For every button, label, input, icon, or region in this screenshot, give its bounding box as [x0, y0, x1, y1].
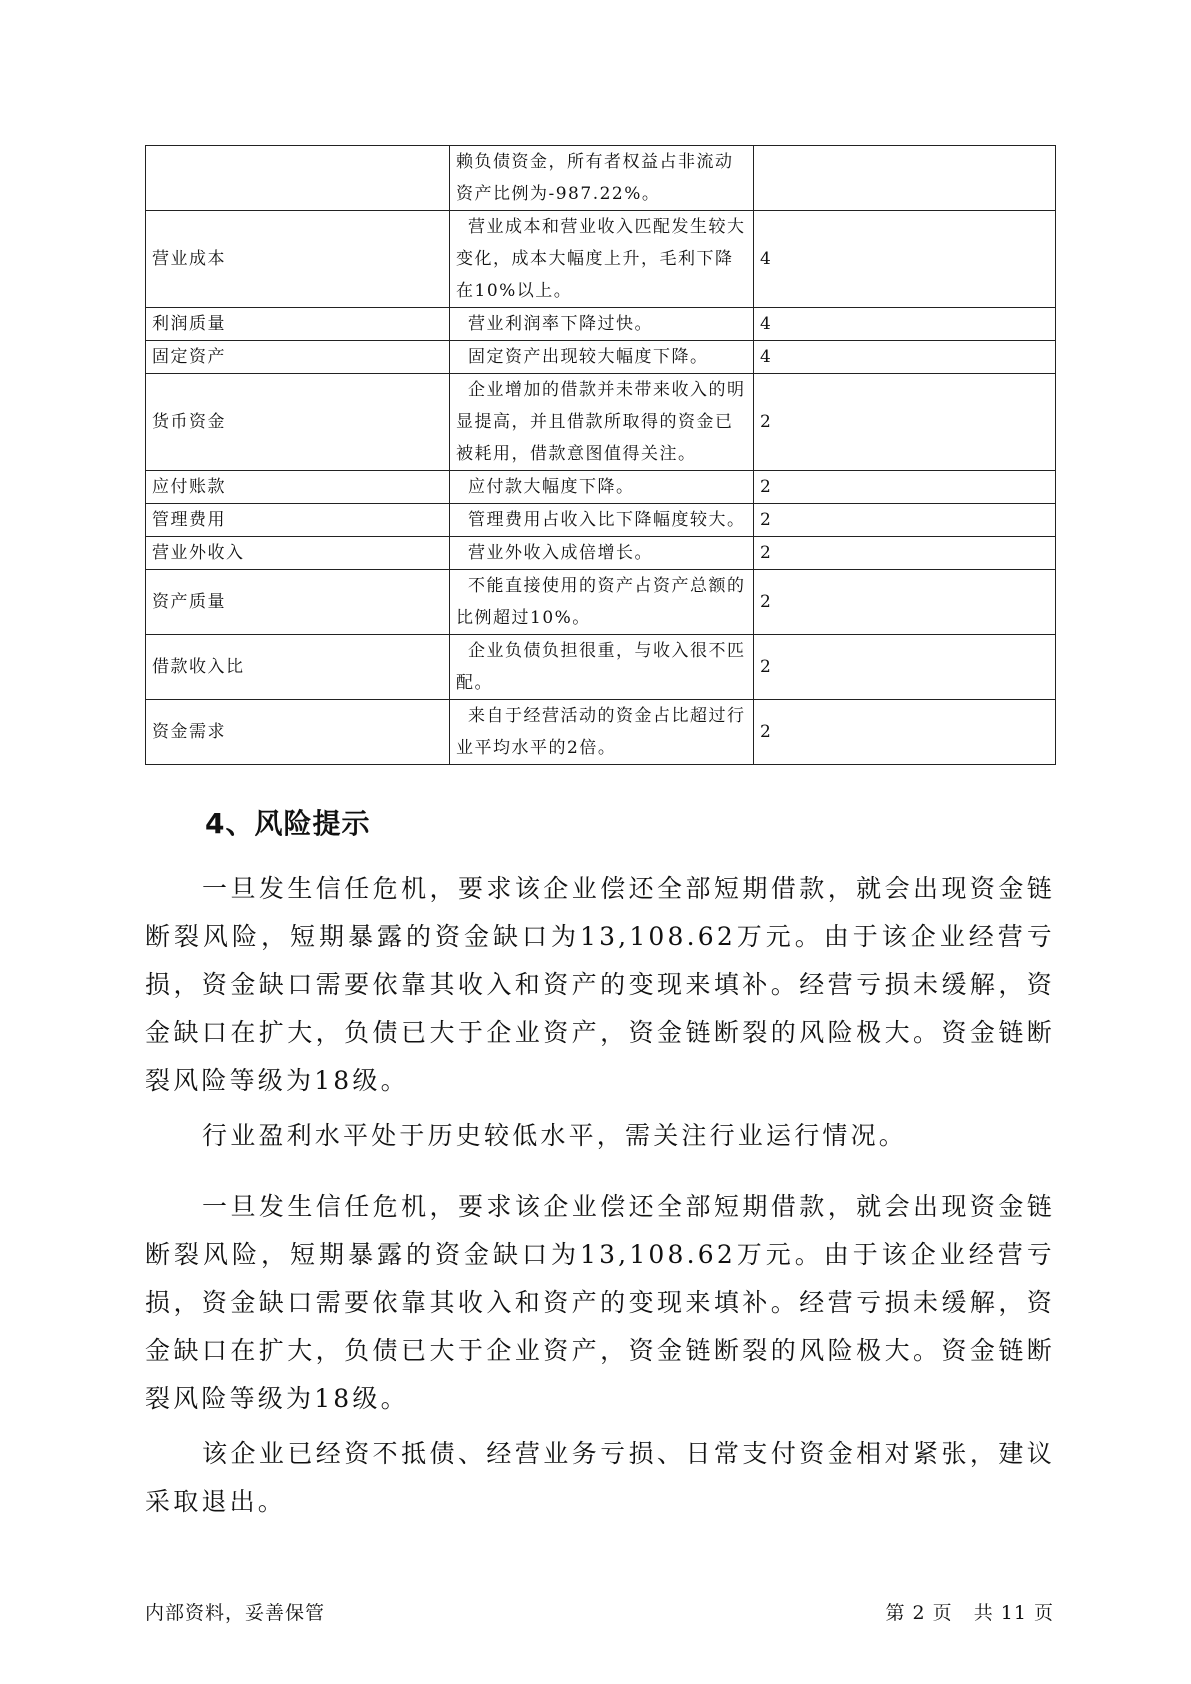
indicator-score: 4	[754, 211, 1056, 308]
indicator-score: 2	[754, 471, 1056, 504]
indicator-description: 不能直接使用的资产占资产总额的比例超过10%。	[450, 570, 754, 635]
indicator-score: 4	[754, 341, 1056, 374]
indicator-description: 来自于经营活动的资金占比超过行业平均水平的2倍。	[450, 700, 754, 765]
indicator-item: 管理费用	[146, 504, 450, 537]
indicator-description: 应付款大幅度下降。	[450, 471, 754, 504]
footer-confidential-note: 内部资料，妥善保管	[145, 1602, 326, 1624]
indicator-score: 2	[754, 504, 1056, 537]
indicator-description: 赖负债资金，所有者权益占非流动资产比例为-987.22%。	[450, 146, 754, 211]
footer-page-number: 第 2 页 共 11 页	[885, 1602, 1054, 1624]
table-row	[146, 700, 1056, 765]
indicator-description: 企业负债负担很重，与收入很不匹配。	[450, 635, 754, 700]
indicator-score: 2	[754, 374, 1056, 471]
paragraph-industry-profit: 行业盈利水平处于历史较低水平，需关注行业运行情况。	[202, 1121, 908, 1150]
indicator-description: 管理费用占收入比下降幅度较大。	[450, 504, 754, 537]
indicator-description: 营业利润率下降过快。	[450, 308, 754, 341]
risk-indicator-table	[145, 145, 1056, 765]
table-row	[146, 635, 1056, 700]
indicator-description: 营业外收入成倍增长。	[450, 537, 754, 570]
indicator-score: 2	[754, 635, 1056, 700]
table-row	[146, 146, 1056, 211]
indicator-item: 应付账款	[146, 471, 450, 504]
section-heading: 4、风险提示	[205, 807, 371, 840]
paragraph-recommendation: 该企业已经资不抵债、经营业务亏损、日常支付资金相对紧张，建议采取退出。	[145, 1439, 1055, 1516]
paragraph-liquidity-risk: 一旦发生信任危机，要求该企业偿还全部短期借款，就会出现资金链断裂风险，短期暴露的资金缺口为13,108.62万元。由于该企业经营亏损，资金缺口需要依靠其收入和资产的变现来填补。经营亏损未缓解，资金缺口在扩大，负债已大于企业资产，资金链断裂的风险极大。资金链断裂风险等级为18级。	[145, 874, 1055, 1095]
table-row	[146, 341, 1056, 374]
indicator-description: 营业成本和营业收入匹配发生较大变化，成本大幅度上升，毛利下降在10%以上。	[450, 211, 754, 308]
indicator-item: 货币资金	[146, 374, 450, 471]
indicator-score: 4	[754, 308, 1056, 341]
table-row	[146, 374, 1056, 471]
indicator-item: 利润质量	[146, 308, 450, 341]
indicator-score	[754, 146, 1056, 211]
paragraph-liquidity-risk-repeat: 一旦发生信任危机，要求该企业偿还全部短期借款，就会出现资金链断裂风险，短期暴露的资金缺口为13,108.62万元。由于该企业经营亏损，资金缺口需要依靠其收入和资产的变现来填补。经营亏损未缓解，资金缺口在扩大，负债已大于企业资产，资金链断裂的风险极大。资金链断裂风险等级为18级。	[145, 1192, 1055, 1413]
table-row	[146, 308, 1056, 341]
indicator-item	[146, 146, 450, 211]
table-row	[146, 211, 1056, 308]
indicator-item: 借款收入比	[146, 635, 450, 700]
indicator-score: 2	[754, 537, 1056, 570]
indicator-item: 资金需求	[146, 700, 450, 765]
indicator-item: 营业成本	[146, 211, 450, 308]
indicator-description: 企业增加的借款并未带来收入的明显提高，并且借款所取得的资金已被耗用，借款意图值得关注。	[450, 374, 754, 471]
indicator-description: 固定资产出现较大幅度下降。	[450, 341, 754, 374]
indicator-score: 2	[754, 570, 1056, 635]
table-row	[146, 537, 1056, 570]
table-row	[146, 504, 1056, 537]
indicator-item: 营业外收入	[146, 537, 450, 570]
indicator-score: 2	[754, 700, 1056, 765]
indicator-item: 资产质量	[146, 570, 450, 635]
table-row	[146, 471, 1056, 504]
table-row	[146, 570, 1056, 635]
indicator-item: 固定资产	[146, 341, 450, 374]
